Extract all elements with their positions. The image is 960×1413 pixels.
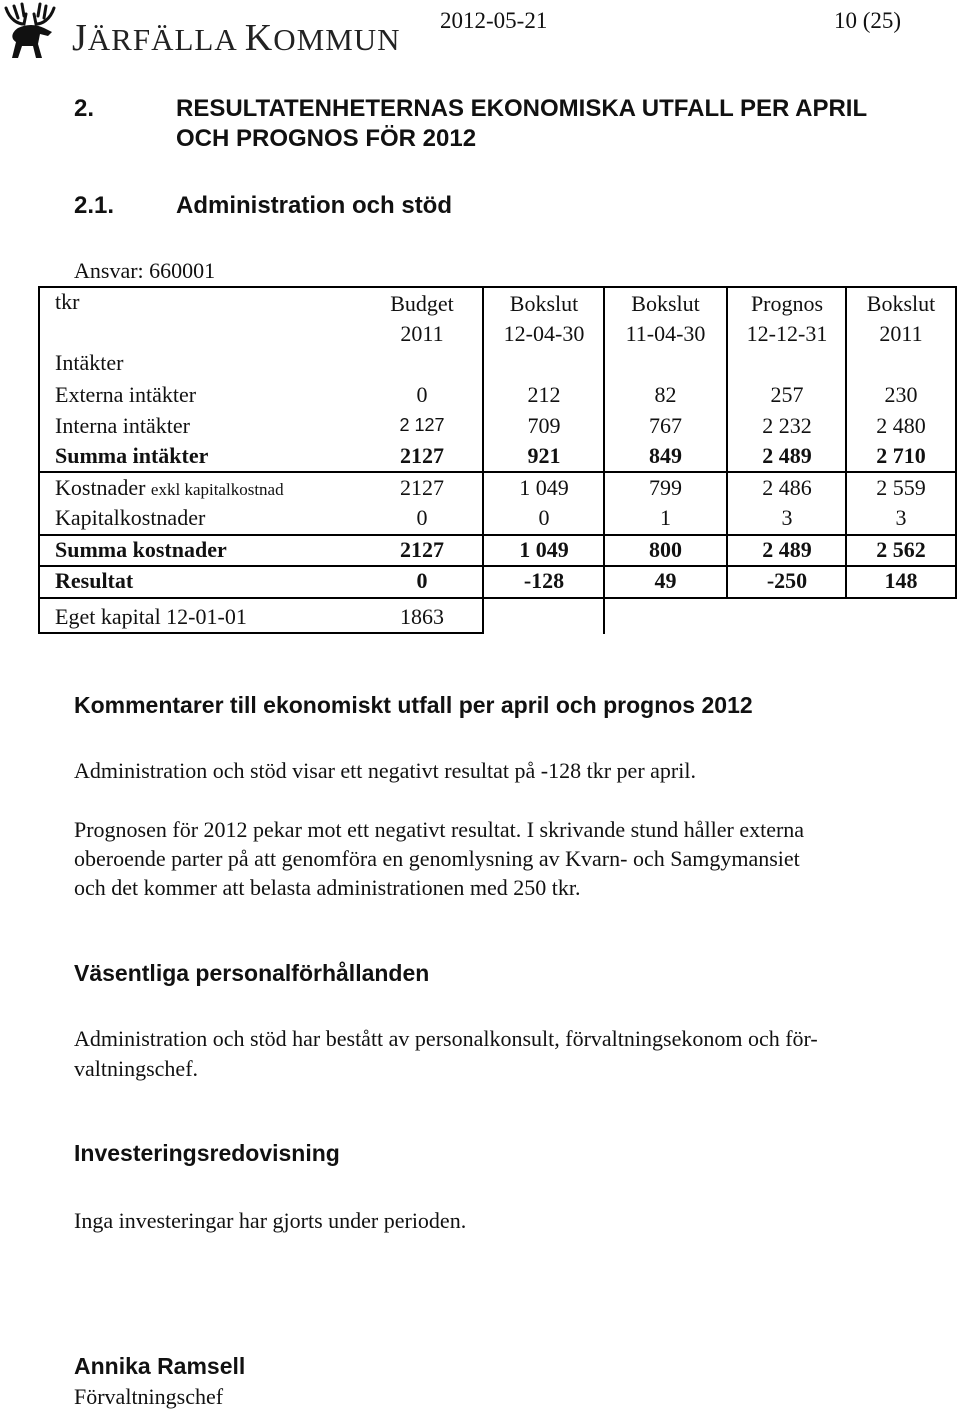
row-label: Summa intäkter	[55, 443, 209, 468]
table-cell: 2 480	[876, 413, 926, 438]
column-header: Prognos 12-12-31	[746, 291, 828, 346]
section-title-line1: RESULTATENHETERNAS EKONOMISKA UTFALL PER APRIL	[176, 95, 868, 122]
table-cell: 3	[895, 505, 907, 530]
table-rule	[38, 632, 483, 634]
table-rule	[38, 597, 957, 599]
table-border-right	[955, 286, 957, 599]
row-label: Kapitalkostnader	[55, 505, 206, 530]
personnel-heading: Väsentliga personalförhållanden	[74, 960, 430, 986]
row-label: Externa intäkter	[55, 382, 197, 407]
eget-kapital-label: Eget kapital 12-01-01	[55, 604, 247, 629]
comments-paragraph: och det kommer att belasta administrationen med 250 tkr.	[74, 875, 581, 900]
table-cell: 2 486	[762, 475, 812, 500]
table-rule	[38, 471, 957, 473]
table-cell: 49	[654, 568, 677, 593]
document-date: 2012-05-21	[440, 8, 548, 33]
table-cell: 767	[649, 413, 682, 438]
table-rule	[38, 565, 957, 567]
table-cell: 2 710	[876, 443, 926, 468]
reindeer-logo-icon	[0, 2, 62, 62]
comments-paragraph: Prognosen för 2012 pekar mot ett negativt resultat. I skrivande stund håller externa	[74, 817, 805, 842]
row-label: Interna intäkter	[55, 413, 190, 438]
row-label: Summa kostnader	[55, 537, 227, 562]
table-cell: 2127	[400, 537, 444, 562]
table-cell: 921	[527, 443, 561, 468]
table-rule	[38, 534, 957, 536]
table-rule	[38, 286, 957, 288]
column-header: Bokslut 11-04-30	[625, 291, 706, 346]
table-cell: 2 489	[762, 537, 812, 562]
table-cell: 2127	[400, 475, 444, 500]
table-cell: 257	[770, 382, 804, 407]
table-cell: 849	[649, 443, 682, 468]
comments-heading: Kommentarer till ekonomiskt utfall per april och prognos 2012	[74, 692, 753, 718]
investments-heading: Investeringsredovisning	[74, 1140, 340, 1166]
table-cell: -128	[523, 568, 565, 593]
table-cell: 230	[884, 382, 918, 407]
page-number: 10 (25)	[834, 8, 902, 33]
table-cell: 2 232	[762, 413, 812, 438]
column-header: Budget 2011	[390, 291, 454, 346]
subsection-title: Administration och stöd	[176, 192, 452, 219]
table-cell: 3	[781, 505, 793, 530]
comments-paragraph: Administration och stöd visar ett negativt resultat på -128 tkr per april.	[74, 758, 696, 783]
table-cell: 0	[416, 382, 428, 407]
eget-kapital-value: 1863	[400, 604, 444, 629]
comments-paragraph: oberoende parter på att genomföra en genomlysning av Kvarn- och Samgymansiet	[74, 846, 800, 871]
signature-title: Förvaltningschef	[74, 1384, 224, 1409]
personnel-text: valtningschef.	[74, 1056, 199, 1081]
table-cell: -250	[766, 568, 808, 593]
table-cell: 709	[527, 413, 561, 438]
table-cell: 1	[660, 505, 671, 530]
table-cell: 82	[654, 382, 677, 407]
intakter-heading: Intäkter	[55, 350, 124, 375]
table-cell: 1 049	[519, 475, 569, 500]
row-label: Resultat	[55, 568, 134, 593]
table-cell: 212	[527, 382, 561, 407]
table-cell: 2 559	[876, 475, 926, 500]
table-cell: 0	[416, 505, 428, 530]
table-cell: 148	[884, 568, 918, 593]
table-cell: 2 489	[762, 443, 812, 468]
investments-text: Inga investeringar har gjorts under perioden.	[74, 1208, 467, 1233]
table-cell: 2 562	[876, 537, 926, 562]
table-border-left	[38, 286, 40, 634]
table-cell: 800	[649, 537, 682, 562]
table-cell: 2127	[400, 443, 444, 468]
signature-name: Annika Ramsell	[74, 1353, 246, 1379]
personnel-text: Administration och stöd har bestått av personalkonsult, förvaltningsekonom och för-	[74, 1026, 818, 1051]
row-label: Kostnader exkl kapitalkostnad	[55, 475, 284, 500]
column-header: Bokslut 12-04-30	[503, 291, 585, 346]
ansvar-label: Ansvar: 660001	[74, 258, 216, 283]
table-cell: 799	[649, 475, 682, 500]
table-cell: 0	[538, 505, 550, 530]
column-header: Bokslut 2011	[866, 291, 936, 346]
table-cell: 0	[416, 568, 428, 593]
section-number: 2.	[74, 95, 95, 122]
table-cell: 2 127	[399, 415, 445, 435]
unit-label: tkr	[55, 289, 80, 314]
table-cell: 1 049	[519, 537, 569, 562]
subsection-number: 2.1.	[74, 192, 115, 219]
section-title-line2: OCH PROGNOS FÖR 2012	[176, 125, 477, 152]
